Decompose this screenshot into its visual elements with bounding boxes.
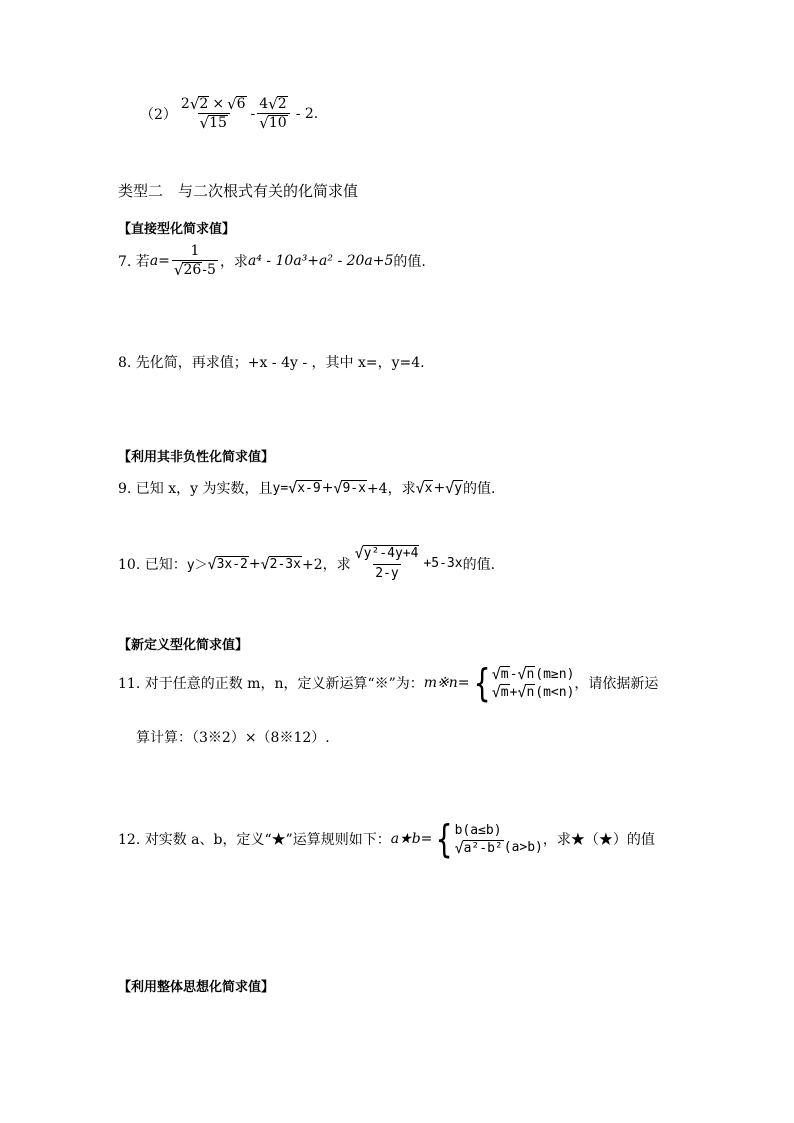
times-sign: × <box>212 96 225 112</box>
fraction-1 <box>179 96 249 131</box>
minus-sign: - <box>250 105 256 122</box>
radicand: n <box>526 667 535 682</box>
problem-2 <box>140 96 318 131</box>
type-two-heading: 类型二 与二次根式有关的化简求值 <box>118 182 359 200</box>
sqrt: √ n <box>517 665 535 683</box>
q7-fraction <box>172 243 218 278</box>
sqrt: √ 3x-2 <box>207 554 248 573</box>
sqrt: √ x-9 <box>288 479 321 497</box>
sqrt: √ 15 <box>199 114 227 132</box>
section-direct-heading: 【直接型化简求值】 <box>118 222 236 237</box>
radicand: 10 <box>268 115 287 131</box>
radicand: n <box>526 685 535 700</box>
sqrt: √ n <box>517 683 535 701</box>
sqrt: √ y²-4y+4 <box>354 544 419 562</box>
case-1: b(a≤b) <box>454 822 502 838</box>
q11-cases: { √ m - √ n (m≥n) √ m + √ n (m<n) <box>473 661 575 705</box>
radicand: m <box>500 685 509 700</box>
tail-text: - 2. <box>295 105 319 122</box>
radicand: a²-b² <box>463 840 503 856</box>
q7-expr: a⁴ - 10a³+a² - 20a+5 <box>247 252 394 269</box>
condition: (m≥n) <box>535 666 575 682</box>
q12-after: ，求★（★）的值 <box>542 832 655 848</box>
radicand: 2 <box>199 96 209 112</box>
radicand: 6 <box>236 96 246 112</box>
question-9 <box>118 478 495 498</box>
coef: 2 <box>180 96 190 112</box>
coef: 4 <box>259 96 269 112</box>
q10-y-gt: y＞ <box>186 558 208 573</box>
sqrt: √ a²-b² <box>454 838 503 857</box>
q11-lead: 11. 对于任意的正数 m，n，定义新运算“※”为： <box>118 676 424 692</box>
q11-after: ，请依据新运 <box>574 676 659 692</box>
problem-2-label: （2） <box>140 106 177 123</box>
sqrt: √ x <box>415 479 433 497</box>
sqrt: √ y <box>445 479 463 497</box>
fraction-2 <box>257 96 289 131</box>
q7-num: 1 <box>190 243 200 259</box>
q11-op: m※n= <box>423 675 470 691</box>
radicand: x <box>424 481 433 496</box>
sqrt: √ 2 <box>268 95 287 113</box>
q7-den-tail: -5 <box>202 262 216 278</box>
sqrt: √ 2-3x <box>260 554 301 573</box>
radicand: 2-3x <box>269 556 301 572</box>
q10-lead: 10. 已知： <box>118 556 187 573</box>
section-newdef-heading: 【新定义型化简求值】 <box>118 638 249 653</box>
q12-cases: { b(a≤b) √ a²-b² (a>b) <box>436 817 543 861</box>
q10-den: 2-y <box>375 566 399 581</box>
question-12 <box>118 817 655 861</box>
q7-eq: = <box>158 252 170 269</box>
q7-lead: 7. 若 <box>118 253 150 270</box>
q9-tail: +4，求 <box>366 481 416 497</box>
question-11 <box>118 661 659 705</box>
section-nonneg-heading: 【利用其非负性化简求值】 <box>118 450 275 465</box>
q9-y-eq: y= <box>272 480 289 496</box>
radicand: y²-4y+4 <box>363 546 419 561</box>
sqrt: √ 2 <box>189 95 209 113</box>
q10-tail: +2，求 <box>301 556 351 573</box>
sqrt: √ 9-x <box>333 479 366 497</box>
condition: (m<n) <box>535 684 575 700</box>
radicand: x-9 <box>297 481 321 496</box>
sqrt: √ 26 <box>173 261 202 279</box>
condition: (a>b) <box>503 840 543 855</box>
plus-sign: + <box>433 480 446 496</box>
plus-sign: + <box>248 555 261 572</box>
plus-sign: + <box>321 480 334 496</box>
section-whole-heading: 【利用整体思想化简求值】 <box>118 980 275 995</box>
q9-end: 的值. <box>463 481 496 497</box>
sqrt: √ m <box>491 665 509 683</box>
radicand: y <box>454 481 463 496</box>
radicand: 9-x <box>342 481 366 496</box>
q12-lead: 12. 对实数 a、b，定义“★”运算规则如下： <box>118 832 391 848</box>
q12-op: a★b= <box>390 831 433 847</box>
q7-end: 的值. <box>393 253 426 270</box>
radicand: 26 <box>183 262 202 278</box>
question-10 <box>118 545 495 582</box>
radicand: 2 <box>277 96 287 112</box>
sqrt: √ 10 <box>259 114 287 132</box>
question-7 <box>118 243 426 278</box>
q10-tail2: +5-3x <box>423 556 463 571</box>
radicand: 15 <box>209 115 227 131</box>
sqrt: √ 6 <box>227 95 246 113</box>
radicand: m <box>500 667 509 682</box>
minus-sign: - <box>509 666 518 682</box>
question-11-line2: 算计算：（3※2）×（8※12）. <box>136 730 330 746</box>
q9-lead: 9. 已知 x，y 为实数，且 <box>118 481 273 497</box>
sqrt: √ m <box>491 683 509 701</box>
q10-fraction <box>353 545 422 582</box>
radicand: 3x-2 <box>216 556 248 572</box>
q7-var: a <box>149 252 159 269</box>
plus-sign: + <box>509 684 518 700</box>
q10-end: 的值. <box>462 556 496 573</box>
q7-ask: ，求 <box>219 253 248 270</box>
question-8: 8. 先化简，再求值；+x - 4y - ，其中 x=，y=4. <box>118 355 425 371</box>
